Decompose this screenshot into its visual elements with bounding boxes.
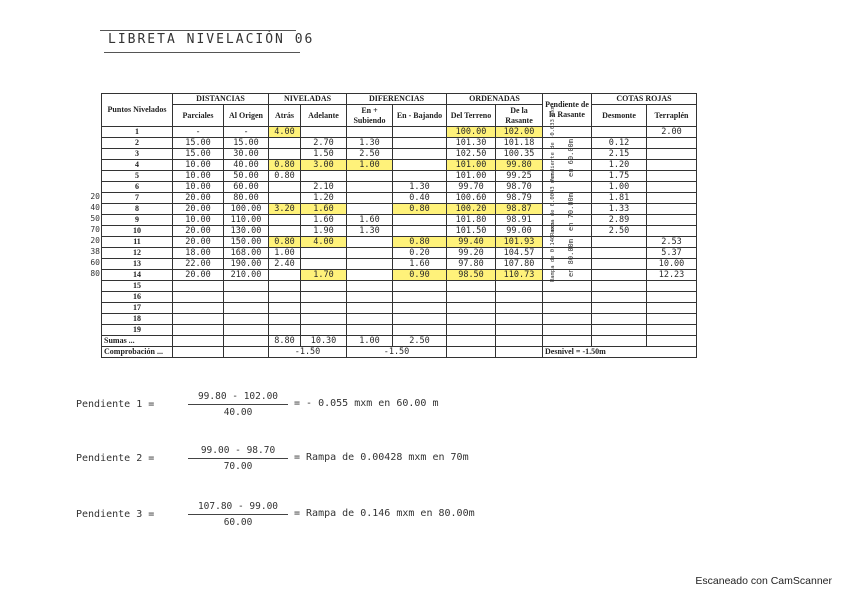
cell-ter: 101.00 [447,171,496,182]
cell-ter: 101.00 [447,160,496,171]
cell-par: 20.00 [173,193,224,204]
comprobacion-niveladas: -1.50 [269,347,347,358]
margin-note: 70 [90,225,100,234]
cell-ade [301,127,347,138]
cell-des [592,127,647,138]
cell-ras: 99.25 [496,171,543,182]
cell-atr: 0.80 [269,160,301,171]
point-number: 12 [102,248,173,259]
table-row [102,237,697,248]
cell-ter: 101.50 [447,226,496,237]
pendiente-distance: en 60.00m [567,139,575,177]
cell-par [173,303,224,314]
cell-ade: 1.60 [301,204,347,215]
cell-ori: 210.00 [224,270,269,281]
point-number: 7 [102,193,173,204]
cell-ade [301,303,347,314]
cell-sub [347,237,393,248]
cell-ras: 101.18 [496,138,543,149]
cell-baj: 0.90 [393,270,447,281]
cell-ter: 102.50 [447,149,496,160]
cell-ade [301,292,347,303]
cell-par [173,281,224,292]
cell-ter: 99.70 [447,182,496,193]
point-number: 1 [102,127,173,138]
point-number: 10 [102,226,173,237]
cell-ade [301,325,347,336]
cell-ori: 80.00 [224,193,269,204]
point-number: 6 [102,182,173,193]
cell-sub: 2.50 [347,149,393,160]
sumas-label: Sumas ... [102,336,173,347]
cell-par: 18.00 [173,248,224,259]
point-number: 17 [102,303,173,314]
margin-note: 60 [90,258,100,267]
cell-atr: 4.00 [269,127,301,138]
cell-ade [301,171,347,182]
cell-tpl: 10.00 [647,259,697,270]
cell-des [592,281,647,292]
cell-sub [347,281,393,292]
title-rule-top [100,30,296,31]
point-number: 3 [102,149,173,160]
margin-note: 40 [90,203,100,212]
table-row [102,204,697,215]
cell-sub [347,182,393,193]
cell-ter: 100.20 [447,204,496,215]
table-row [102,259,697,270]
cell-baj: 0.40 [393,193,447,204]
cell-ade [301,259,347,270]
cell-tpl [647,226,697,237]
cell-ade: 1.50 [301,149,347,160]
cell-baj [393,215,447,226]
cell-ori: 168.00 [224,248,269,259]
cell-ter: 98.50 [447,270,496,281]
cell-sub [347,248,393,259]
header-ordenadas: ORDENADAS [447,94,543,105]
cell-ras: 100.35 [496,149,543,160]
cell-par: 20.00 [173,226,224,237]
cell-sub [347,171,393,182]
cell-ori [224,325,269,336]
cell-ade [301,248,347,259]
table-row [102,138,697,149]
cell-atr: 2.40 [269,259,301,270]
sumas-adelante: 10.30 [301,336,347,347]
point-number: 18 [102,314,173,325]
cell-des [592,303,647,314]
cell-par: - [173,127,224,138]
cell-baj [393,127,447,138]
cell-baj [393,303,447,314]
header-terreno: Del Terreno [447,105,496,127]
cell-atr [269,193,301,204]
cell-sub [347,193,393,204]
cell-par: 10.00 [173,215,224,226]
point-number: 19 [102,325,173,336]
table-row [102,303,697,314]
formula-result: = Rampa de 0.00428 mxm en 70m [294,452,469,463]
cell-des [592,248,647,259]
header-bajando: En - Bajando [393,105,447,127]
cell-des [592,259,647,270]
formula-numerator: 99.80 - 102.00 [197,391,279,402]
cell-ter [447,292,496,303]
cell-ori [224,281,269,292]
header-diferencias: DIFERENCIAS [347,94,447,105]
cell-ras: 98.87 [496,204,543,215]
cell-ori: 190.00 [224,259,269,270]
cell-atr [269,325,301,336]
cell-ras: 99.80 [496,160,543,171]
cell-tpl [647,149,697,160]
cell-des: 1.75 [592,171,647,182]
table-row [102,182,697,193]
cell-baj [393,171,447,182]
cell-baj: 0.20 [393,248,447,259]
point-number: 2 [102,138,173,149]
cell-sub [347,259,393,270]
cell-sub: 1.00 [347,160,393,171]
header-cotas: COTAS ROJAS [592,94,697,105]
header-adelante: Adelante [301,105,347,127]
formula-denominator: 70.00 [223,461,253,472]
cell-ras: 104.57 [496,248,543,259]
desnivel: Desnivel = -1.50m [543,347,697,358]
formula-numerator: 99.00 - 98.70 [200,445,276,456]
cell-ori: 50.00 [224,171,269,182]
cell-ter: 100.00 [447,127,496,138]
cell-ade: 4.00 [301,237,347,248]
cell-des [592,237,647,248]
cell-pendiente [543,292,592,303]
header-al-origen: Al Origen [224,105,269,127]
formula-label: Pendiente 1 = [76,399,155,410]
cell-ter: 101.80 [447,215,496,226]
cell-des: 1.00 [592,182,647,193]
point-number: 16 [102,292,173,303]
cell-par: 10.00 [173,160,224,171]
cell-ori [224,292,269,303]
margin-note: 38 [90,247,100,256]
cell-ade: 1.60 [301,215,347,226]
table-row [102,149,697,160]
cell-atr [269,270,301,281]
formula-result: = - 0.055 mxm en 60.00 m [294,398,439,409]
pendiente-distance: en 70.00m [567,193,575,231]
title-rule-bottom [104,52,300,53]
page-title: LIBRETA NIVELACIÓN 06 [108,32,315,47]
cell-par: 10.00 [173,171,224,182]
header-subiendo: En + Subiendo [347,105,393,127]
cell-tpl: 12.23 [647,270,697,281]
formula-label: Pendiente 3 = [76,509,155,520]
pendiente-distance: en 80.00m [567,239,575,277]
cell-ori: 150.00 [224,237,269,248]
pendiente-note: Pendiente de -0.033 mxm [550,105,556,182]
cell-ori [224,314,269,325]
header-atras: Atrás [269,105,301,127]
cell-des [592,270,647,281]
cell-des: 1.33 [592,204,647,215]
cell-ras: 110.73 [496,270,543,281]
cell-sub [347,292,393,303]
cell-tpl [647,281,697,292]
cell-ras: 107.80 [496,259,543,270]
table-row [102,248,697,259]
cell-ras [496,325,543,336]
table-row [102,193,697,204]
cell-des: 1.20 [592,160,647,171]
cell-tpl [647,314,697,325]
cell-tpl: 5.37 [647,248,697,259]
cell-atr: 3.20 [269,204,301,215]
cell-ade: 1.90 [301,226,347,237]
cell-ras: 98.79 [496,193,543,204]
table-row [102,314,697,325]
cell-ter: 97.80 [447,259,496,270]
cell-ori [224,303,269,314]
camscanner-footer: Escaneado con CamScanner [695,575,832,587]
cell-ori: 60.00 [224,182,269,193]
table-row [102,160,697,171]
cell-baj [393,325,447,336]
cell-des [592,314,647,325]
table-row [102,226,697,237]
header-puntos: Puntos Nivelados [102,94,173,127]
cell-tpl [647,171,697,182]
point-number: 13 [102,259,173,270]
cell-ras: 102.00 [496,127,543,138]
cell-sub [347,325,393,336]
cell-tpl: 2.53 [647,237,697,248]
cell-sub [347,314,393,325]
cell-baj: 0.80 [393,237,447,248]
cell-des: 2.89 [592,215,647,226]
cell-ade: 1.20 [301,193,347,204]
header-distancias: DISTANCIAS [173,94,269,105]
cell-tpl [647,182,697,193]
cell-atr [269,182,301,193]
cell-tpl [647,160,697,171]
cell-sub [347,270,393,281]
cell-atr: 1.00 [269,248,301,259]
header-desmonte: Desmonte [592,105,647,127]
cell-ori: 100.00 [224,204,269,215]
point-number: 11 [102,237,173,248]
cell-ras: 99.00 [496,226,543,237]
cell-ade: 3.00 [301,160,347,171]
formula-numerator: 107.80 - 99.00 [197,501,279,512]
cell-ter [447,314,496,325]
cell-baj [393,281,447,292]
cell-ter: 99.40 [447,237,496,248]
cell-ori: 30.00 [224,149,269,160]
cell-par: 20.00 [173,204,224,215]
header-terraplen: Terraplén [647,105,697,127]
margin-note: 50 [90,214,100,223]
cell-ori: 110.00 [224,215,269,226]
cell-atr [269,303,301,314]
cell-sub: 1.30 [347,138,393,149]
table-row [102,325,697,336]
fraction-line [188,514,288,515]
cell-ter [447,303,496,314]
cell-ori: 15.00 [224,138,269,149]
fraction-line [188,458,288,459]
cell-ras [496,314,543,325]
cell-ade: 1.70 [301,270,347,281]
cell-baj: 1.30 [393,182,447,193]
header-pendiente: Pendiente de la Rasante [543,94,592,127]
cell-tpl: 2.00 [647,127,697,138]
point-number: 14 [102,270,173,281]
cell-par: 20.00 [173,270,224,281]
cell-par: 20.00 [173,237,224,248]
cell-atr [269,292,301,303]
sumas-bajando: 2.50 [393,336,447,347]
cell-atr [269,226,301,237]
cell-ade: 2.70 [301,138,347,149]
table-row [102,281,697,292]
header-niveladas: NIVELADAS [269,94,347,105]
cell-pendiente [543,314,592,325]
cell-ras: 98.91 [496,215,543,226]
cell-atr [269,314,301,325]
cell-atr [269,215,301,226]
cell-tpl [647,303,697,314]
cell-ade [301,281,347,292]
comprobacion-diferencias: -1.50 [347,347,447,358]
cell-ras: 98.70 [496,182,543,193]
cell-atr: 0.80 [269,237,301,248]
formula-result: = Rampa de 0.146 mxm en 80.00m [294,508,475,519]
cell-tpl [647,204,697,215]
cell-des [592,292,647,303]
cell-baj [393,226,447,237]
cell-par: 22.00 [173,259,224,270]
cell-ori: - [224,127,269,138]
cell-sub: 1.60 [347,215,393,226]
cell-tpl [647,292,697,303]
sumas-subiendo: 1.00 [347,336,393,347]
cell-pendiente [543,303,592,314]
cell-pendiente [543,325,592,336]
cell-atr [269,138,301,149]
cell-ras [496,281,543,292]
cell-tpl [647,215,697,226]
cell-des [592,325,647,336]
fraction-line [188,404,288,405]
leveling-table [101,93,697,358]
cell-sub [347,204,393,215]
cell-atr: 0.80 [269,171,301,182]
cell-baj: 1.60 [393,259,447,270]
table-row [102,270,697,281]
sumas-atras: 8.80 [269,336,301,347]
cell-par [173,292,224,303]
cell-atr [269,149,301,160]
cell-des: 0.12 [592,138,647,149]
cell-ras: 101.93 [496,237,543,248]
cell-sub [347,127,393,138]
cell-tpl [647,325,697,336]
cell-ter [447,281,496,292]
cell-ori: 130.00 [224,226,269,237]
cell-baj: 0.80 [393,204,447,215]
point-number: 4 [102,160,173,171]
comprobacion-label: Comprobación ... [102,347,173,358]
cell-ori: 40.00 [224,160,269,171]
cell-sub: 1.30 [347,226,393,237]
margin-note: 80 [90,269,100,278]
formula-denominator: 40.00 [223,407,253,418]
cell-par: 15.00 [173,138,224,149]
point-number: 9 [102,215,173,226]
cell-ter: 100.60 [447,193,496,204]
cell-par: 15.00 [173,149,224,160]
cell-tpl [647,138,697,149]
cell-sub [347,303,393,314]
cell-des: 1.81 [592,193,647,204]
cell-par [173,314,224,325]
cell-ade: 2.10 [301,182,347,193]
cell-par: 10.00 [173,182,224,193]
cell-tpl [647,193,697,204]
header-rasante: De la Rasante [496,105,543,127]
cell-baj [393,314,447,325]
table-row [102,215,697,226]
cell-atr [269,281,301,292]
margin-note: 20 [90,236,100,245]
cell-ter: 99.20 [447,248,496,259]
margin-note: 20 [90,192,100,201]
cell-baj [393,138,447,149]
formula-label: Pendiente 2 = [76,453,155,464]
header-parciales: Parciales [173,105,224,127]
cell-ras [496,303,543,314]
cell-des: 2.50 [592,226,647,237]
table-row [102,292,697,303]
cell-ade [301,314,347,325]
formula-denominator: 60.00 [223,517,253,528]
cell-des: 2.15 [592,149,647,160]
point-number: 5 [102,171,173,182]
cell-par [173,325,224,336]
cell-baj [393,160,447,171]
table-row [102,171,697,182]
table-row [102,127,697,138]
pendiente-note: Rampa de 0.146 mxm [550,222,556,282]
cell-ter: 101.30 [447,138,496,149]
cell-ter [447,325,496,336]
point-number: 8 [102,204,173,215]
cell-ras [496,292,543,303]
pendiente-note: Rampa de 0.0043 mxm [550,173,556,236]
point-number: 15 [102,281,173,292]
cell-baj [393,149,447,160]
cell-baj [393,292,447,303]
